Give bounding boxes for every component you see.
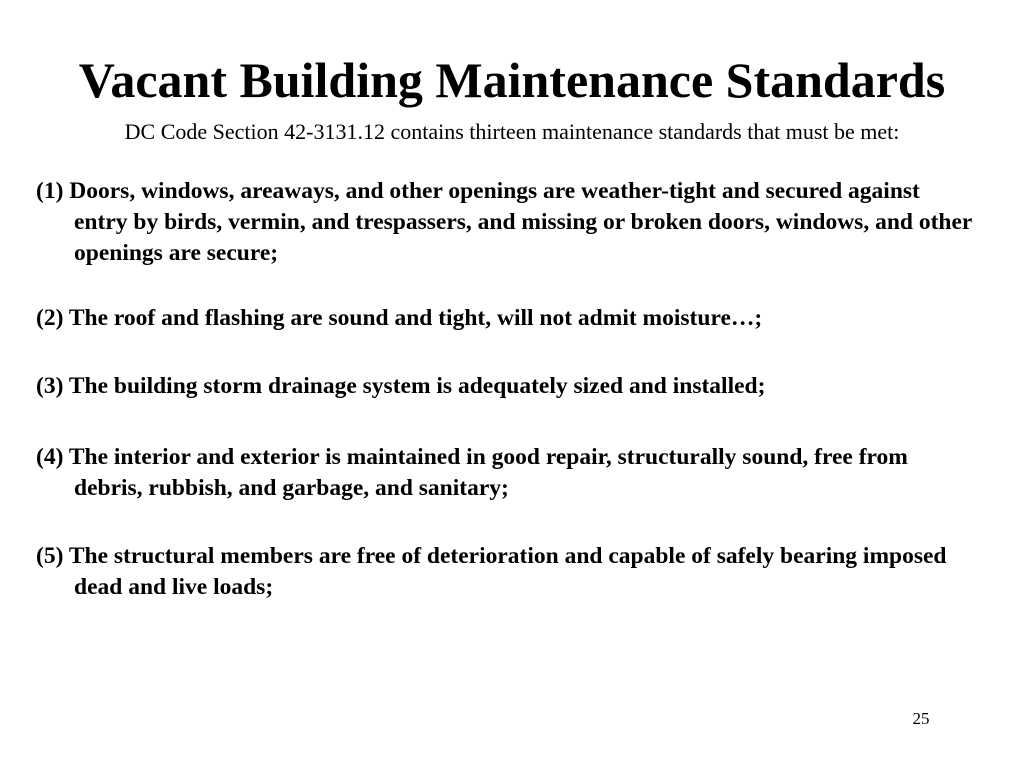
standard-item-2: (2) The roof and flashing are sound and tight, will not admit moisture…; xyxy=(36,305,763,331)
standard-item-4: (4) The interior and exterior is maintained in good repair, structurally sound, free from debris, rubbish, and garbage, and sanitary; xyxy=(36,444,908,501)
slide-title: Vacant Building Maintenance Standards xyxy=(78,52,946,108)
standards-list xyxy=(36,176,976,603)
standard-item-3: (3) The building storm drainage system is adequately sized and installed; xyxy=(36,373,766,399)
standard-item-5: (5) The structural members are free of deterioration and capable of safely bearing imposed dead and live loads; xyxy=(36,543,947,600)
slide-subtitle: DC Code Section 42-3131.12 contains thirteen maintenance standards that must be met: xyxy=(124,119,900,144)
page-number: 25 xyxy=(912,709,930,728)
standard-item-1: (1) Doors, windows, areaways, and other openings are weather-tight and secured against entry by birds, vermin, and trespassers, and missing or broken doors, windows, and other openings are secure; xyxy=(36,178,972,266)
